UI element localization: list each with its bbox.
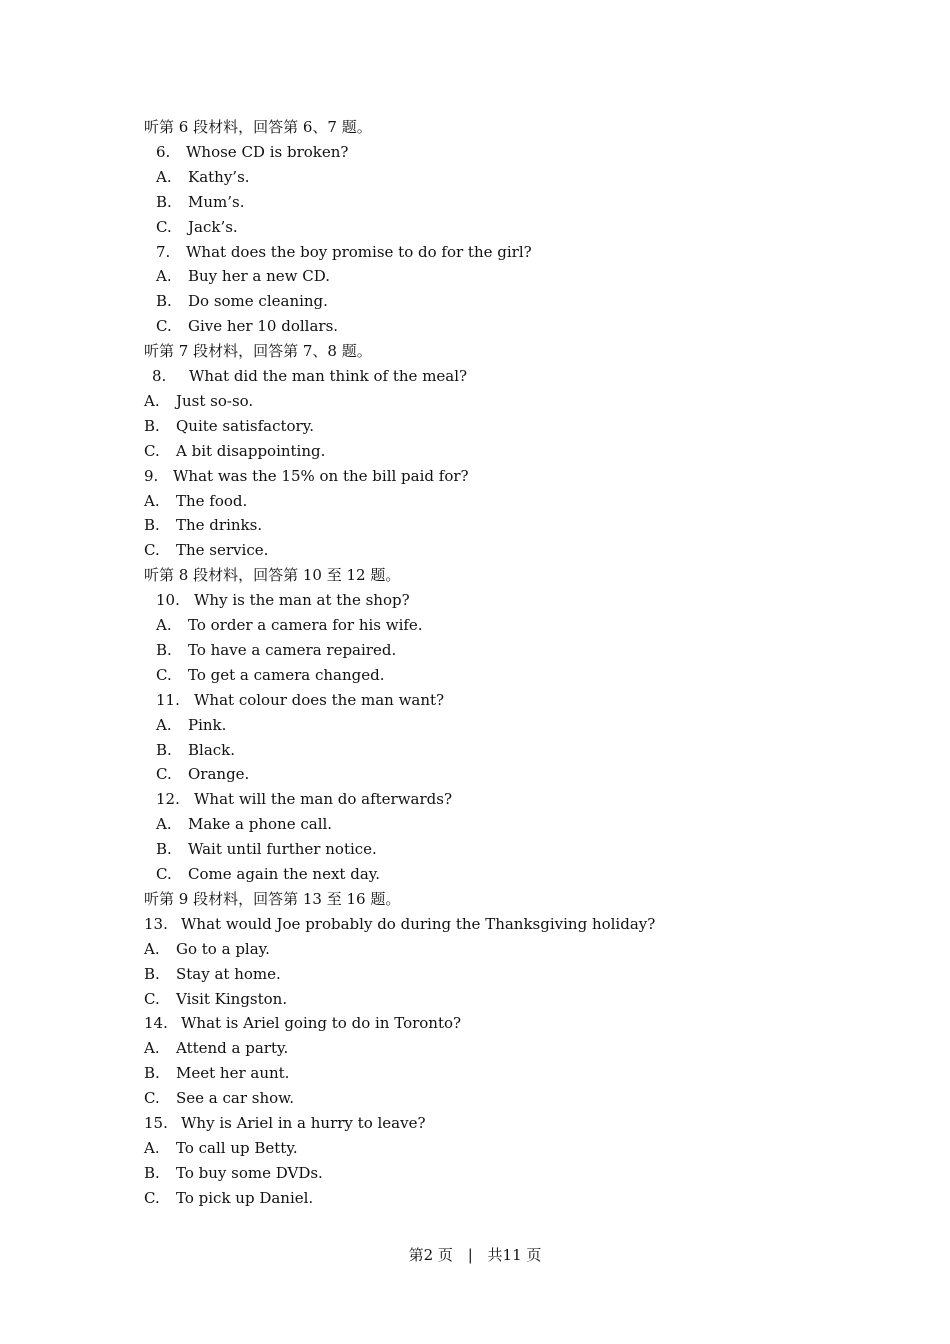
- option-letter: C.: [144, 541, 160, 559]
- option-letter: B.: [144, 1164, 160, 1182]
- option-text: Wait until further notice.: [188, 840, 377, 858]
- option-line: [156, 862, 380, 886]
- option-letter: C.: [144, 990, 160, 1008]
- option-line: [156, 837, 377, 861]
- option-letter: C.: [156, 666, 172, 684]
- question-text: Why is Ariel in a hurry to leave?: [181, 1114, 426, 1132]
- option-text: Kathy’s.: [188, 168, 250, 186]
- question-line: [156, 787, 452, 811]
- question-line: [152, 364, 467, 388]
- question-number: 9.: [144, 467, 159, 485]
- option-text: Pink.: [188, 716, 227, 734]
- option-line: [156, 165, 250, 189]
- total-pages: 共11 页: [487, 1246, 542, 1264]
- option-text: Meet her aunt.: [176, 1064, 290, 1082]
- question-number: 6.: [156, 143, 171, 161]
- option-letter: A.: [156, 716, 172, 734]
- question-number: 10.: [156, 591, 180, 609]
- option-line: [144, 439, 325, 463]
- footer-separator: |: [467, 1246, 473, 1264]
- question-text: What does the boy promise to do for the girl?: [186, 243, 532, 261]
- section-text: 听第 6 段材料，回答第 6、7 题。: [144, 118, 372, 136]
- option-text: Come again the next day.: [188, 865, 381, 883]
- option-line: [144, 1161, 323, 1185]
- option-text: Give her 10 dollars.: [188, 317, 339, 335]
- page-footer: [0, 1243, 950, 1267]
- option-line: [144, 1061, 289, 1085]
- section-heading: [144, 887, 400, 911]
- question-number: 8.: [152, 367, 167, 385]
- option-letter: B.: [156, 840, 172, 858]
- option-line: [156, 314, 338, 338]
- option-line: [144, 513, 262, 537]
- question-line: [156, 688, 444, 712]
- option-text: To call up Betty.: [176, 1139, 298, 1157]
- section-text: 听第 7 段材料，回答第 7、8 题。: [144, 342, 372, 360]
- question-line: [144, 464, 469, 488]
- option-letter: B.: [144, 516, 160, 534]
- option-line: [144, 1136, 298, 1160]
- option-text: Make a phone call.: [188, 815, 333, 833]
- question-text: What would Joe probably do during the Thanksgiving holiday?: [181, 915, 656, 933]
- option-letter: A.: [156, 616, 172, 634]
- option-text: Visit Kingston.: [176, 990, 288, 1008]
- section-text: 听第 9 段材料，回答第 13 至 16 题。: [144, 890, 401, 908]
- option-letter: C.: [144, 1089, 160, 1107]
- option-text: Jack’s.: [188, 218, 238, 236]
- question-number: 14.: [144, 1014, 168, 1032]
- option-text: To buy some DVDs.: [176, 1164, 323, 1182]
- option-text: Just so-so.: [176, 392, 254, 410]
- option-line: [144, 937, 270, 961]
- option-letter: A.: [156, 168, 172, 186]
- option-letter: B.: [156, 741, 172, 759]
- option-text: Attend a party.: [176, 1039, 289, 1057]
- option-line: [144, 1036, 288, 1060]
- option-line: [156, 613, 423, 637]
- option-line: [156, 812, 332, 836]
- option-line: [156, 190, 244, 214]
- option-line: [156, 762, 249, 786]
- option-text: Mum’s.: [188, 193, 245, 211]
- option-text: Buy her a new CD.: [188, 267, 330, 285]
- option-letter: B.: [156, 641, 172, 659]
- question-number: 11.: [156, 691, 180, 709]
- option-line: [144, 962, 281, 986]
- option-letter: B.: [144, 1064, 160, 1082]
- option-letter: A.: [156, 267, 172, 285]
- option-letter: B.: [144, 417, 160, 435]
- option-text: The food.: [176, 492, 248, 510]
- question-number: 7.: [156, 243, 171, 261]
- question-text: What will the man do afterwards?: [194, 790, 453, 808]
- option-text: Orange.: [188, 765, 250, 783]
- option-text: To have a camera repaired.: [188, 641, 397, 659]
- option-letter: A.: [144, 1039, 160, 1057]
- option-text: Stay at home.: [176, 965, 281, 983]
- option-line: [144, 1186, 313, 1210]
- option-text: The service.: [176, 541, 269, 559]
- option-line: [156, 663, 384, 687]
- option-letter: A.: [156, 815, 172, 833]
- option-text: Black.: [188, 741, 236, 759]
- option-letter: C.: [156, 317, 172, 335]
- option-letter: A.: [144, 492, 160, 510]
- question-text: What was the 15% on the bill paid for?: [173, 467, 469, 485]
- option-letter: B.: [156, 292, 172, 310]
- option-line: [144, 987, 287, 1011]
- option-line: [144, 538, 268, 562]
- option-letter: A.: [144, 940, 160, 958]
- option-text: To pick up Daniel.: [176, 1189, 314, 1207]
- option-line: [156, 638, 396, 662]
- option-text: See a car show.: [176, 1089, 295, 1107]
- option-line: [144, 489, 247, 513]
- section-heading: [144, 563, 400, 587]
- option-text: To order a camera for his wife.: [188, 616, 423, 634]
- option-line: [156, 264, 330, 288]
- question-line: [144, 912, 655, 936]
- option-letter: B.: [144, 965, 160, 983]
- option-text: A bit disappointing.: [176, 442, 326, 460]
- section-heading: [144, 115, 372, 139]
- question-number: 15.: [144, 1114, 168, 1132]
- option-text: The drinks.: [176, 516, 263, 534]
- option-letter: C.: [144, 1189, 160, 1207]
- question-line: [156, 240, 532, 264]
- option-letter: A.: [144, 392, 160, 410]
- section-heading: [144, 339, 372, 363]
- option-letter: A.: [144, 1139, 160, 1157]
- question-text: Why is the man at the shop?: [194, 591, 410, 609]
- option-text: To get a camera changed.: [188, 666, 385, 684]
- option-line: [156, 738, 235, 762]
- question-text: What did the man think of the meal?: [189, 367, 468, 385]
- option-line: [144, 1086, 294, 1110]
- option-letter: C.: [144, 442, 160, 460]
- option-letter: C.: [156, 765, 172, 783]
- question-line: [144, 1011, 461, 1035]
- option-letter: C.: [156, 218, 172, 236]
- question-number: 12.: [156, 790, 180, 808]
- question-text: Whose CD is broken?: [186, 143, 349, 161]
- option-text: Go to a play.: [176, 940, 270, 958]
- option-line: [156, 215, 238, 239]
- question-text: What is Ariel going to do in Toronto?: [181, 1014, 462, 1032]
- section-text: 听第 8 段材料，回答第 10 至 12 题。: [144, 566, 401, 584]
- option-line: [156, 289, 328, 313]
- question-text: What colour does the man want?: [194, 691, 445, 709]
- question-line: [156, 588, 410, 612]
- option-line: [144, 414, 314, 438]
- question-number: 13.: [144, 915, 168, 933]
- option-letter: C.: [156, 865, 172, 883]
- option-text: Do some cleaning.: [188, 292, 328, 310]
- option-text: Quite satisfactory.: [176, 417, 314, 435]
- page-number: 第2 页: [408, 1246, 453, 1264]
- question-line: [144, 1111, 426, 1135]
- option-letter: B.: [156, 193, 172, 211]
- option-line: [156, 713, 226, 737]
- option-line: [144, 389, 253, 413]
- question-line: [156, 140, 348, 164]
